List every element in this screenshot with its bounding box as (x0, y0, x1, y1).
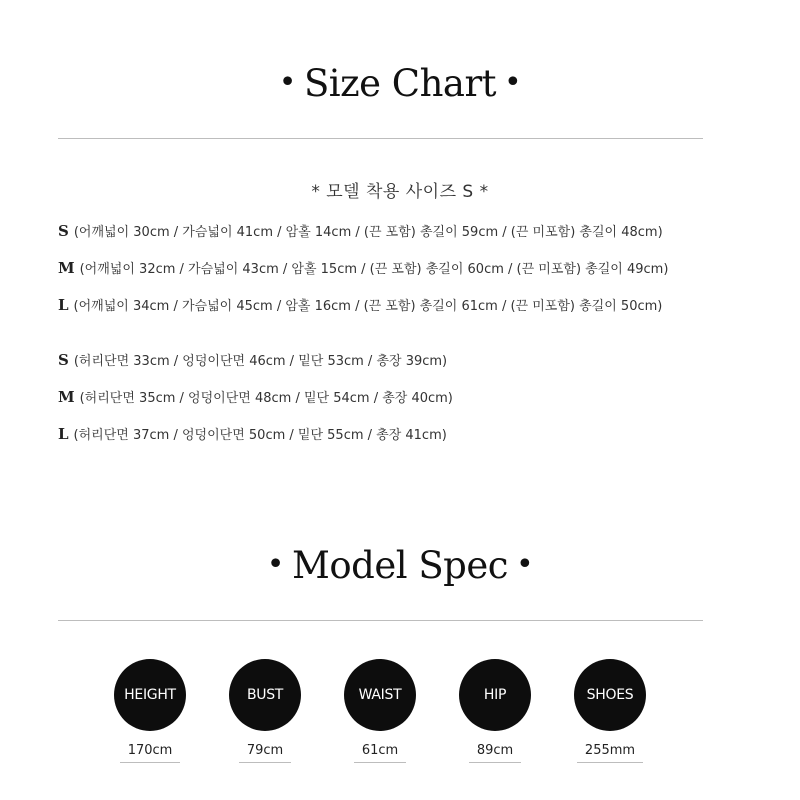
size-label: M (58, 388, 75, 406)
size-measurements: (어깨넓이 30cm / 가슴넓이 41cm / 암홀 14cm / (끈 포함) 총길이 59cm / (끈 미포함) 총길이 48cm) (73, 225, 663, 240)
size-label: S (58, 222, 69, 240)
divider (58, 620, 703, 621)
top-size-row (58, 293, 662, 317)
top-size-row (58, 256, 668, 280)
size-measurements: (어깨넓이 32cm / 가슴넓이 43cm / 암홀 15cm / (끈 포함) 총길이 60cm / (끈 미포함) 총길이 49cm) (79, 262, 669, 277)
model-size-note: * 모델 착용 사이즈 S * (311, 182, 489, 202)
size-chart-title-text: Size Chart (303, 62, 497, 105)
bullet-dot: • (516, 547, 534, 582)
spec-height (95, 659, 205, 763)
spec-shoes (555, 659, 665, 763)
spec-bust (210, 659, 320, 763)
spec-value: 61cm (354, 743, 406, 763)
spec-badge (344, 659, 416, 731)
model-spec-title (0, 544, 800, 587)
spec-value: 170cm (120, 743, 181, 763)
size-label: L (58, 425, 69, 443)
bullet-dot: • (266, 547, 284, 582)
size-measurements: (허리단면 35cm / 엉덩이단면 48cm / 밑단 54cm / 총장 40cm) (79, 391, 453, 406)
spec-hip (440, 659, 550, 763)
bottom-size-row (58, 385, 453, 409)
spec-waist (325, 659, 435, 763)
bottom-size-row (58, 422, 447, 446)
spec-badge (229, 659, 301, 731)
spec-label: HEIGHT (124, 687, 176, 703)
model-spec-title-text: Model Spec (292, 544, 508, 587)
top-size-row (58, 219, 663, 243)
spec-label: SHOES (586, 687, 634, 703)
spec-badge (114, 659, 186, 731)
size-measurements: (허리단면 37cm / 엉덩이단면 50cm / 밑단 55cm / 총장 41cm) (73, 428, 447, 443)
spec-value: 89cm (469, 743, 521, 763)
bullet-dot: • (278, 65, 296, 100)
spec-value: 79cm (239, 743, 291, 763)
size-label: M (58, 259, 75, 277)
bottom-size-row (58, 348, 447, 372)
spec-badge (459, 659, 531, 731)
size-measurements: (어깨넓이 34cm / 가슴넓이 45cm / 암홀 16cm / (끈 포함) 총길이 61cm / (끈 미포함) 총길이 50cm) (73, 299, 663, 314)
size-label: L (58, 296, 69, 314)
size-label: S (58, 351, 69, 369)
size-chart-title (0, 62, 800, 105)
bullet-dot: • (504, 65, 522, 100)
divider (58, 138, 703, 139)
size-measurements: (허리단면 33cm / 엉덩이단면 46cm / 밑단 53cm / 총장 39cm) (73, 354, 448, 369)
spec-label: WAIST (358, 687, 402, 703)
spec-label: BUST (246, 687, 284, 703)
spec-badge (574, 659, 646, 731)
spec-value: 255mm (577, 743, 643, 763)
spec-label: HIP (483, 687, 507, 703)
